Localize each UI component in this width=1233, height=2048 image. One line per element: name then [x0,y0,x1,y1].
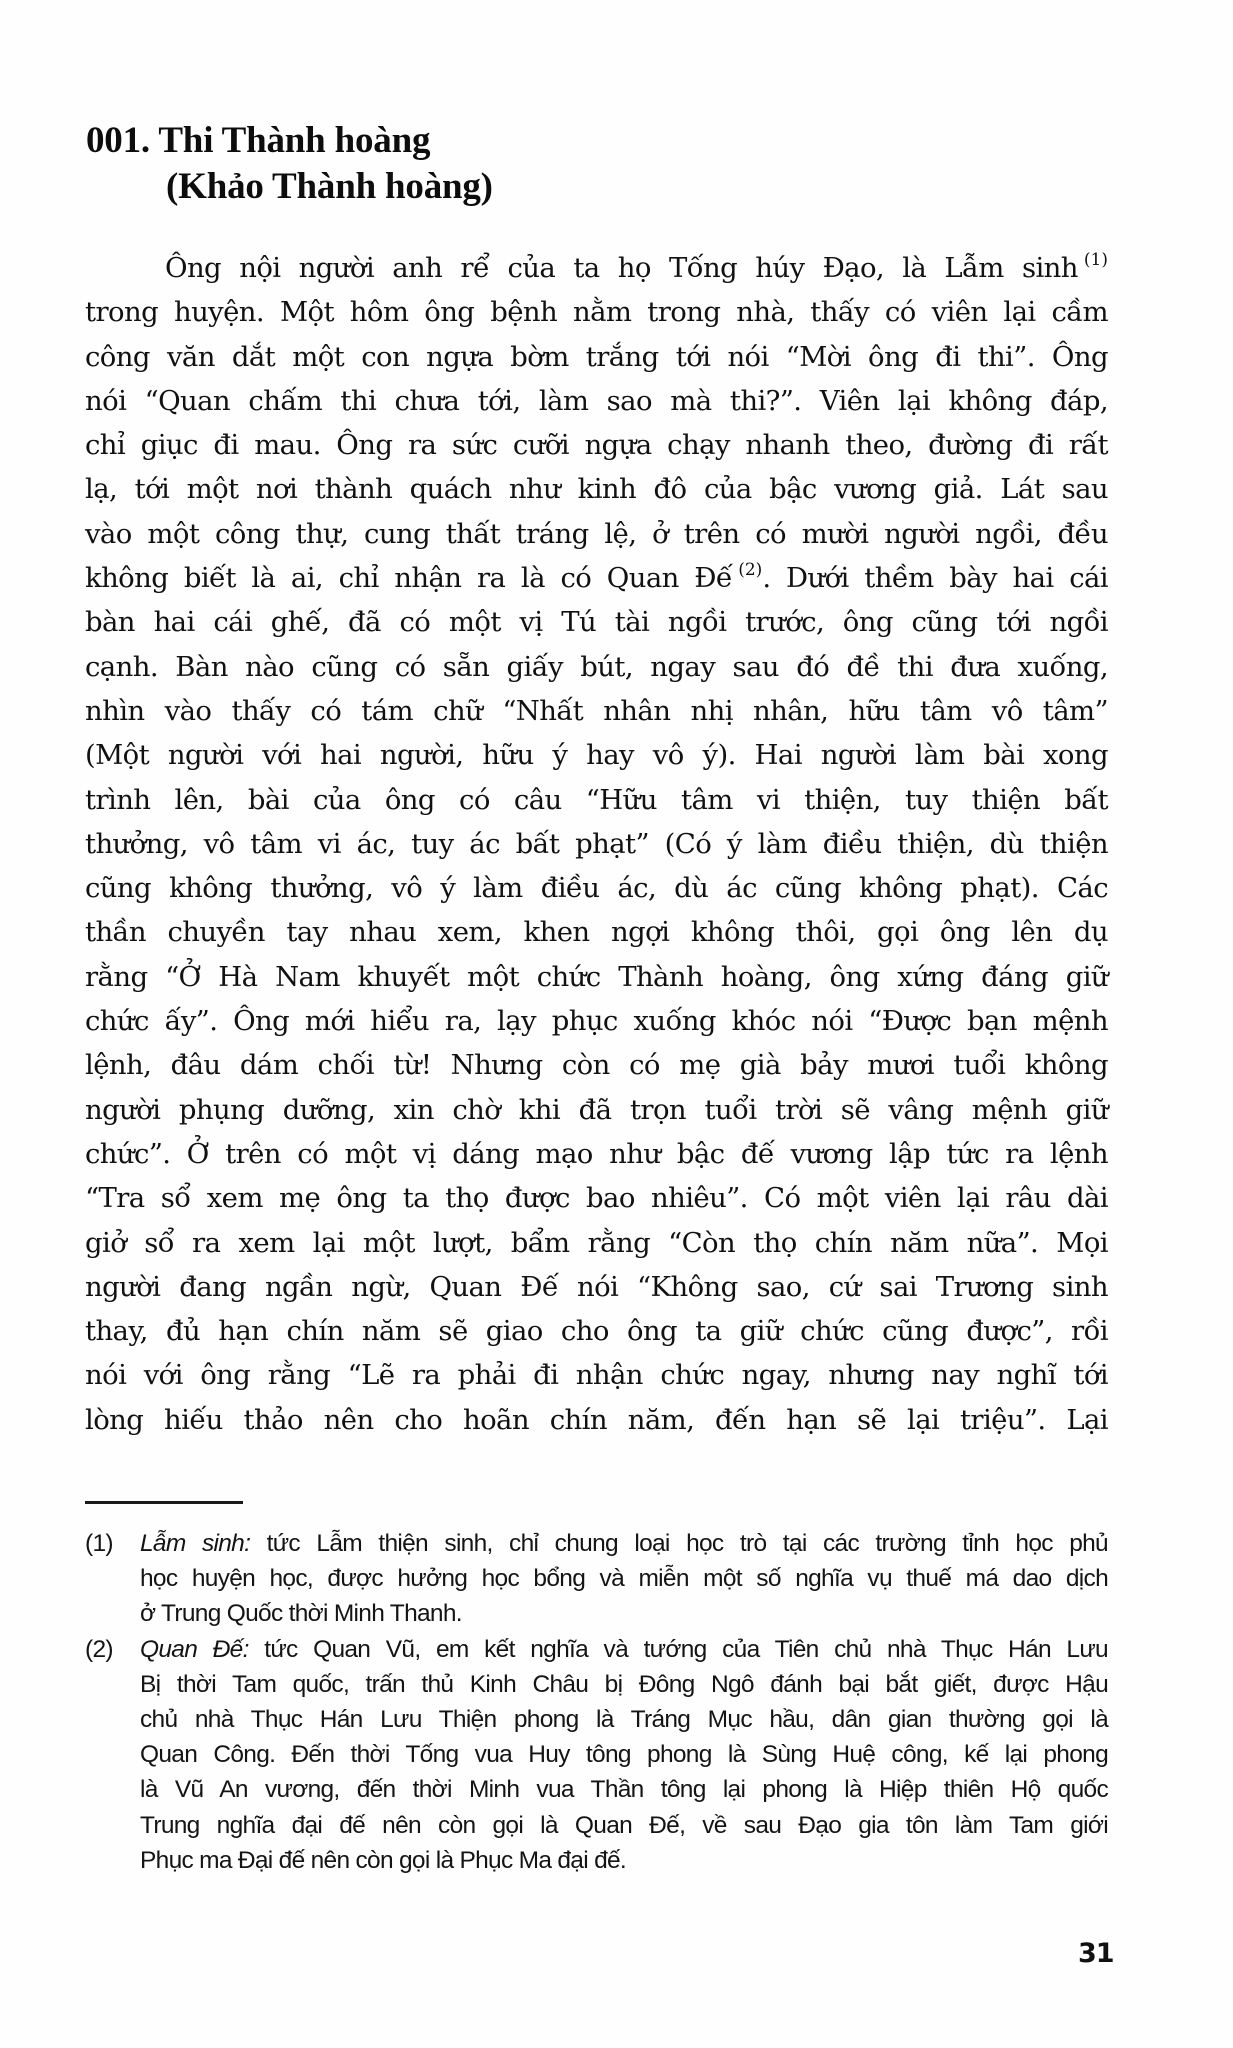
footnote-line: Quan Công. Đến thời Tống vua Huy tông phong là Sùng Huệ công, kế lại phong [140,1741,1108,1769]
footnote-1 [85,1526,1108,1632]
chapter-title-main: 001. Thi Thành hoàng [86,120,431,161]
footnote-separator [85,1501,243,1504]
body-line: “Tra sổ xem mẹ ông ta thọ được bao nhiêu”. Có một viên lại râu dài [85,1182,1108,1215]
footnote-line: Quan Đế: tức Quan Vũ, em kết nghĩa và tướng của Tiên chủ nhà Thục Hán Lưu [140,1635,1108,1663]
footnote-line: Trung nghĩa đại đế nên còn gọi là Quan Đế, về sau Đạo gia tôn làm Tam giới [140,1811,1108,1839]
footnote-line: là Vũ An vương, đến thời Minh vua Thần tông lại phong là Hiệp thiên Hộ quốc [140,1776,1108,1804]
footnote-label: (1) [85,1530,113,1557]
footnote-line: học huyện học, được hưởng học bổng và miễn một số nghĩa vụ thuế má dao dịch [140,1565,1108,1593]
body-line: lệnh, đâu dám chối từ! Nhưng còn có mẹ già bảy mươi tuổi không [85,1049,1108,1082]
body-line: thay, đủ hạn chín năm sẽ giao cho ông ta giữ chức cũng được”, rồi [85,1315,1108,1348]
body-line: lạ, tới một nơi thành quách như kinh đô của bậc vương giả. Lát sau [85,473,1108,506]
body-line: chức ấy”. Ông mới hiểu ra, lạy phục xuống khóc nói “Được bạn mệnh [85,1005,1108,1038]
body-line: nói với ông rằng “Lẽ ra phải đi nhận chức ngay, nhưng nay nghĩ tới [85,1359,1108,1392]
body-line: thưởng, vô tâm vi ác, tuy ác bất phạt” (Có ý làm điều thiện, dù thiện [85,827,1108,860]
body-line: (Một người với hai người, hữu ý hay vô ý). Hai người làm bài xong [85,739,1108,772]
body-line: người phụng dưỡng, xin chờ khi đã trọn tuổi trời sẽ vâng mệnh giữ [85,1093,1108,1126]
footnote-ref[interactable]: (1) [1083,250,1108,270]
body-line: nói “Quan chấm thi chưa tới, làm sao mà thi?”. Viên lại không đáp, [85,384,1108,417]
body-line: cũng không thưởng, vô ý làm điều ác, dù ác cũng không phạt). Các [85,872,1108,905]
body-line: thần chuyền tay nhau xem, khen ngợi không thôi, gọi ông lên dụ [85,916,1108,949]
body-line: lòng hiếu thảo nên cho hoãn chín năm, đến hạn sẽ lại triệu”. Lại [85,1403,1108,1436]
footnote-line: Phục ma Đại đế nên còn gọi là Phục Ma đại đế. [140,1846,627,1874]
body-line: không biết là ai, chỉ nhận ra là có Quan Đế $^{(2)}$. Dưới thềm bày hai cái [85,560,1108,595]
chapter-title [86,118,493,210]
footnote-label: (2) [85,1635,113,1663]
body-line: bàn hai cái ghế, đã có một vị Tú tài ngồi trước, ông cũng tới ngồi [85,606,1108,639]
footnote-line: Lẫm sinh: tức Lẫm thiện sinh, chỉ chung loại học trò tại các trường tỉnh học phủ [140,1530,1108,1557]
body-line: trong huyện. Một hôm ông bệnh nằm trong nhà, thấy có viên lại cầm [85,296,1108,329]
footnote-ref[interactable]: (2) [738,560,763,581]
body-line: rằng “Ở Hà Nam khuyết một chức Thành hoàng, ông xứng đáng giữ [85,960,1108,993]
footnotes [85,1526,1108,1878]
page-number: 31 [1078,1938,1114,1969]
body-paragraph [85,246,1108,1442]
body-line: vào một công thự, cung thất tráng lệ, ở trên có mười người ngồi, đều [85,517,1108,550]
body-line: công văn dắt một con ngựa bờm trắng tới nói “Mời ông đi thi”. Ông [85,340,1108,373]
body-line: Ông nội người anh rể của ta họ Tống húy Đạo, là Lẫm sinh $^{(1)}$ [165,250,1108,284]
footnote-2 [85,1632,1108,1878]
footnote-term: Quan Đế: [140,1635,249,1663]
body-line: người đang ngần ngừ, Quan Đế nói “Không sao, cứ sai Trương sinh [85,1270,1108,1303]
chapter-subtitle: (Khảo Thành hoàng) [166,166,493,207]
body-line: cạnh. Bàn nào cũng có sẵn giấy bút, ngay sau đó đề thi đưa xuống, [85,650,1108,683]
footnote-line: chủ nhà Thục Hán Lưu Thiện phong là Tráng Mục hầu, dân gian thường gọi là [140,1705,1108,1733]
body-line: trình lên, bài của ông có câu “Hữu tâm vi thiện, tuy thiện bất [85,783,1108,816]
footnote-term: Lẫm sinh: [140,1530,251,1557]
footnote-line: Bị thời Tam quốc, trấn thủ Kinh Châu bị Đông Ngô đánh bại bắt giết, được Hậu [140,1670,1108,1698]
body-line: nhìn vào thấy có tám chữ “Nhất nhân nhị nhân, hữu tâm vô tâm” [85,694,1108,727]
footnote-line: ở Trung Quốc thời Minh Thanh. [140,1600,462,1628]
body-line: giở sổ ra xem lại một lượt, bẩm rằng “Còn thọ chín năm nữa”. Mọi [85,1226,1108,1259]
body-line: chỉ giục đi mau. Ông ra sức cưỡi ngựa chạy nhanh theo, đường đi rất [85,429,1108,462]
body-line: chức”. Ở trên có một vị dáng mạo như bậc đế vương lập tức ra lệnh [85,1137,1108,1170]
